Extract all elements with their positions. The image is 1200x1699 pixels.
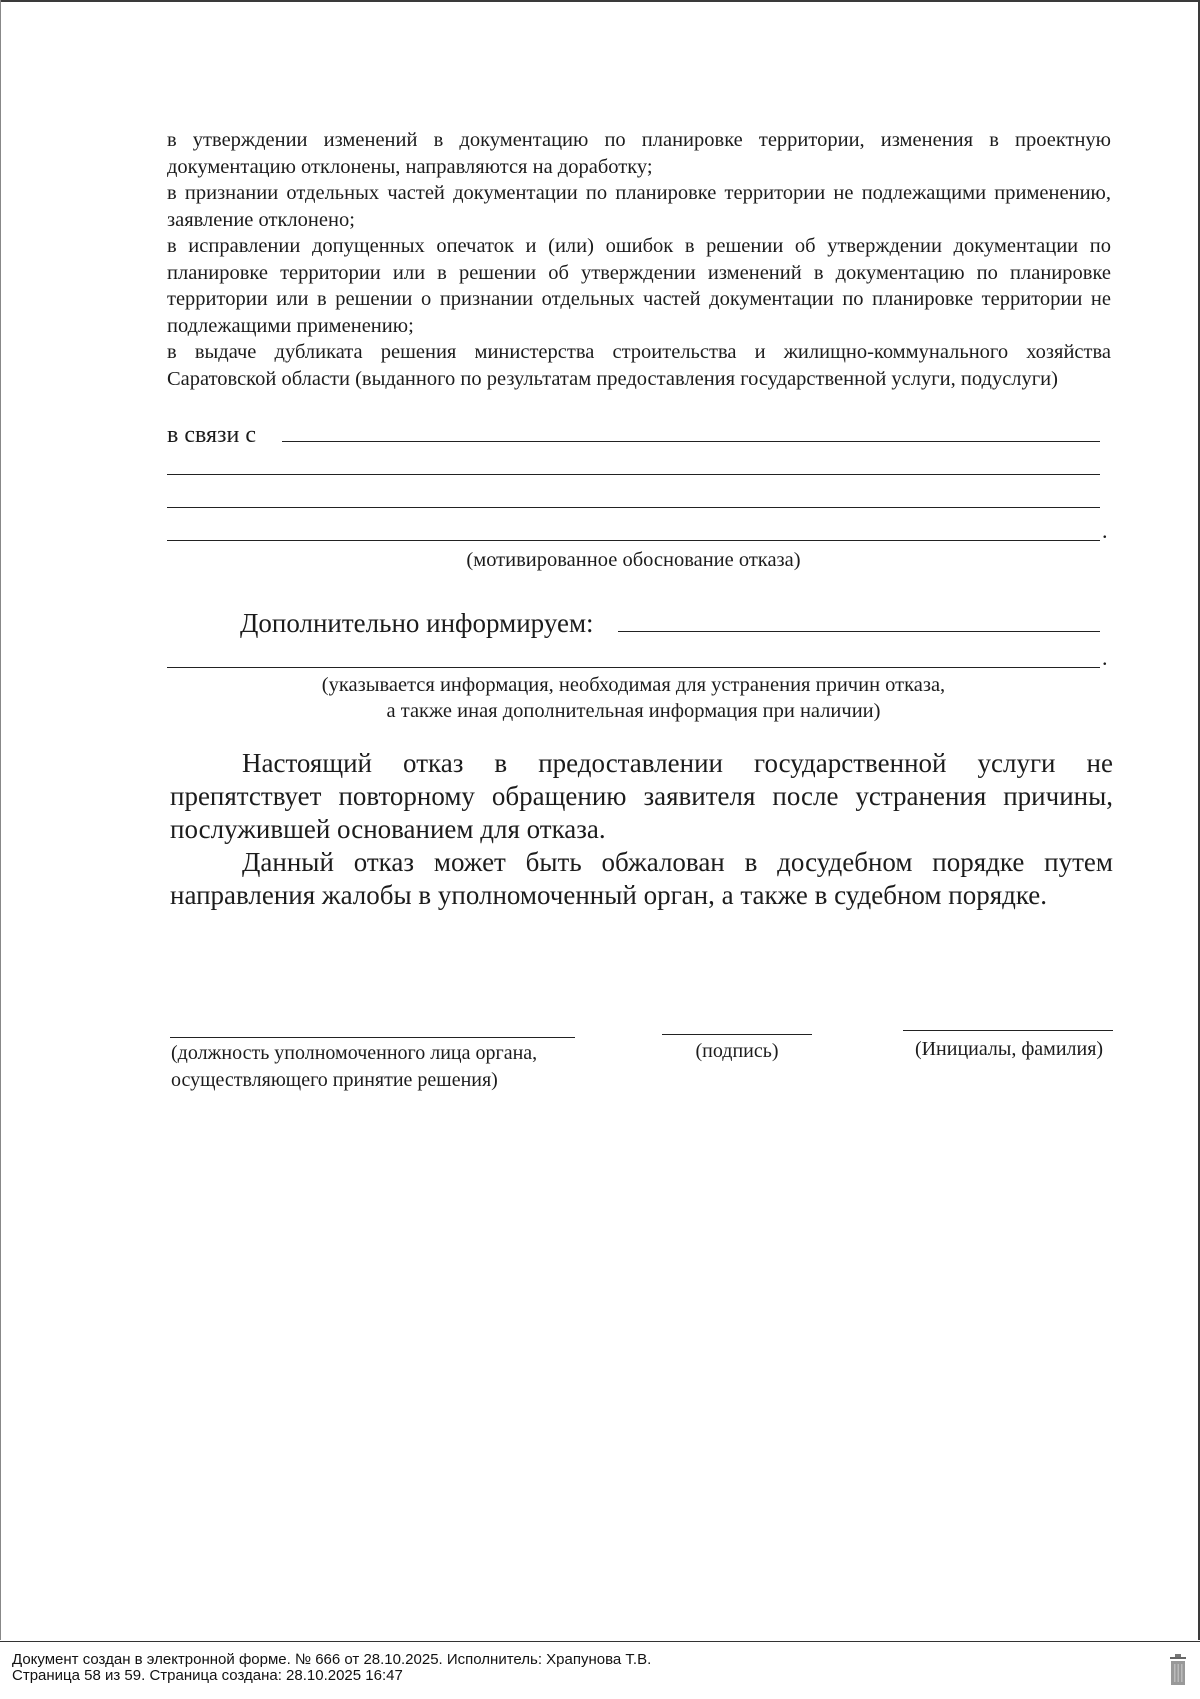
list-item: в признании отдельных частей документации по планировке территории не подлежащими применению, заявление отклонено;: [167, 182, 1111, 231]
additional-caption-1: (указывается информация, необходимая для устранения причин отказа,: [321, 674, 946, 696]
paragraph-refusal-not-obstacle: Настоящий отказ в предоставлении государственной услуги не препятствует повторному обращению заявителя после устранения причины, послужившей основанием для отказа.: [170, 748, 1113, 844]
main-paragraphs: [170, 747, 1113, 912]
reason-end-dot: .: [1102, 518, 1108, 543]
reason-blank-line: [167, 540, 1100, 541]
paragraph-appeal: Данный отказ может быть обжалован в досудебном порядке путем направления жалобы в уполномоченный орган, а также в судебном порядке.: [170, 847, 1113, 910]
list-item: в исправлении допущенных опечаток и (или) ошибок в решении об утверждении документации по планировке территории или в решении об утверждении изменений в документацию по планировке территории или в решении о признании отдельных частей документации по планировке территории не подлежащими применению;: [167, 235, 1111, 337]
list-item: в утверждении изменений в документацию по планировке территории, изменения в проектную документацию отклонены, направляются на доработку;: [167, 129, 1111, 178]
additional-end-dot: .: [1102, 645, 1108, 670]
footer-text: [12, 1652, 651, 1684]
reason-label: в связи с: [167, 422, 257, 448]
reason-caption: (мотивированное обоснование отказа): [466, 549, 801, 571]
additional-label: Дополнительно информируем:: [240, 608, 594, 638]
document-footer: [0, 1641, 1200, 1699]
additional-caption-2: а также иная дополнительная информация при наличии): [386, 700, 881, 722]
scan-edge-top: [0, 0, 1200, 2]
name-caption: (Инициалы, фамилия): [914, 1038, 1104, 1060]
name-signature-line: [903, 1030, 1113, 1031]
signature-line: [662, 1034, 812, 1035]
refusal-items-list: [167, 127, 1111, 392]
position-signature-line: [170, 1037, 575, 1038]
additional-blank-line: [167, 667, 1100, 668]
reason-blank-line: [167, 474, 1100, 475]
position-caption-2: осуществляющего принятие решения): [171, 1069, 498, 1091]
trash-icon[interactable]: [1168, 1652, 1188, 1686]
signature-caption: (подпись): [695, 1040, 779, 1062]
scan-edge-left: [0, 0, 1, 1640]
reason-blank-line: [282, 441, 1100, 442]
footer-line-1: Документ создан в электронной форме. № 666 от 28.10.2025. Исполнитель: Храпунова Т.В.: [12, 1651, 652, 1668]
reason-blank-line: [167, 507, 1100, 508]
list-item: в выдаче дубликата решения министерства строительства и жилищно-коммунального хозяйства Саратовской области (выданного по результатам предоставления государственной услуги, подуслуги): [167, 341, 1111, 390]
additional-blank-line: [618, 631, 1100, 632]
footer-line-2: Страница 58 из 59. Страница создана: 28.10.2025 16:47: [12, 1667, 403, 1684]
position-caption-1: (должность уполномоченного лица органа,: [171, 1042, 538, 1064]
